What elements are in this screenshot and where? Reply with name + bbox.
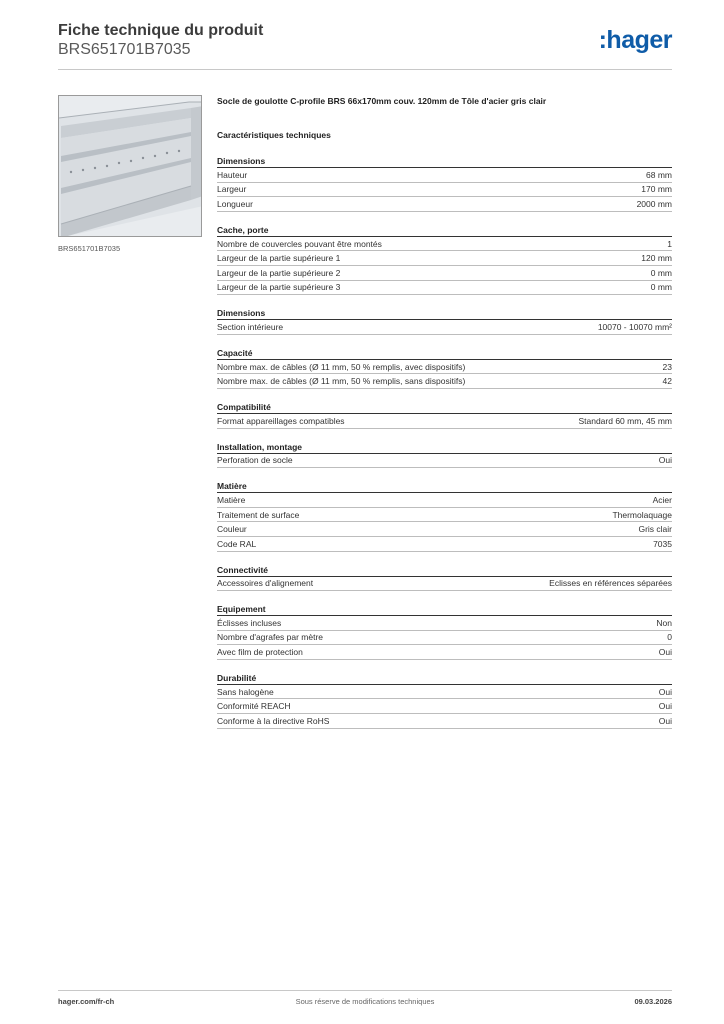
cable-trunking-illustration <box>59 96 202 237</box>
spec-label: Traitement de surface <box>217 509 300 520</box>
spec-label: Matière <box>217 494 246 505</box>
footer-website: hager.com/fr-ch <box>58 997 115 1006</box>
spec-label: Hauteur <box>217 169 248 180</box>
spec-label: Perforation de socle <box>217 455 293 466</box>
footer-date: 09.03.2026 <box>634 997 672 1006</box>
footer-divider <box>58 990 672 991</box>
spec-value: 1 <box>667 238 672 249</box>
spec-row <box>217 522 672 537</box>
product-image <box>58 95 202 237</box>
spec-row <box>217 699 672 714</box>
spec-label: Nombre de couvercles pouvant être montés <box>217 238 382 249</box>
hager-logo: :hager <box>598 26 672 54</box>
spec-group <box>217 563 672 592</box>
product-image-caption: BRS651701B7035 <box>58 244 121 253</box>
spec-row <box>217 197 672 212</box>
product-name: Socle de goulotte C-profile BRS 66x170mm couv. 120mm de Tôle d'acier gris clair <box>217 96 547 106</box>
spec-value: 10070 - 10070 mm² <box>597 321 672 332</box>
spec-value: Standard 60 mm, 45 mm <box>578 415 672 426</box>
spec-row <box>217 616 672 631</box>
spec-value: Oui <box>658 647 672 658</box>
spec-label: Largeur de la partie supérieure 2 <box>217 267 341 278</box>
spec-value: 0 mm <box>650 267 672 278</box>
spec-value: 120 mm <box>641 253 672 264</box>
spec-row <box>217 320 672 335</box>
spec-label: Sans halogène <box>217 686 274 697</box>
spec-group-title: Matière <box>217 479 672 493</box>
spec-value: 2000 mm <box>636 198 672 209</box>
spec-value: 170 mm <box>641 184 672 195</box>
spec-group <box>217 479 672 551</box>
spec-value: Eclisses en références séparées <box>549 578 672 589</box>
spec-row <box>217 685 672 700</box>
spec-label: Couleur <box>217 524 247 535</box>
spec-label: Nombre max. de câbles (Ø 11 mm, 50 % remplis, avec dispositifs) <box>217 361 466 372</box>
spec-group-title: Dimensions <box>217 154 672 168</box>
spec-label: Format appareillages compatibles <box>217 415 345 426</box>
spec-label: Largeur de la partie supérieure 3 <box>217 282 341 293</box>
spec-label: Code RAL <box>217 538 257 549</box>
spec-label: Avec film de protection <box>217 647 303 658</box>
spec-value: Oui <box>658 455 672 466</box>
spec-label: Nombre max. de câbles (Ø 11 mm, 50 % remplis, sans dispositifs) <box>217 376 466 387</box>
spec-row <box>217 168 672 183</box>
spec-value: Oui <box>658 715 672 726</box>
spec-row <box>217 183 672 198</box>
spec-group-title: Dimensions <box>217 306 672 320</box>
spec-row <box>217 645 672 660</box>
spec-value: Oui <box>658 701 672 712</box>
spec-label: Largeur de la partie supérieure 1 <box>217 253 341 264</box>
spec-value: Acier <box>652 494 672 505</box>
spec-group-title: Installation, montage <box>217 440 672 454</box>
spec-group-title: Connectivité <box>217 563 672 577</box>
footer-notice: Sous réserve de modifications techniques <box>295 997 435 1006</box>
spec-label: Éclisses incluses <box>217 617 282 628</box>
spec-group <box>217 306 672 335</box>
spec-group <box>217 154 672 212</box>
spec-value: 0 <box>667 632 672 643</box>
spec-label: Largeur <box>217 184 247 195</box>
spec-row <box>217 374 672 389</box>
spec-group-title: Compatibilité <box>217 400 672 414</box>
product-details <box>217 95 672 729</box>
spec-label: Section intérieure <box>217 321 284 332</box>
spec-value: Thermolaquage <box>612 509 672 520</box>
spec-row <box>217 266 672 281</box>
spec-group <box>217 671 672 729</box>
spec-row <box>217 537 672 552</box>
spec-value: 7035 <box>653 538 672 549</box>
spec-group-title: Equipement <box>217 602 672 616</box>
spec-value: Non <box>656 617 672 628</box>
spec-value: 42 <box>662 376 672 387</box>
document-title: Fiche technique du produit <box>58 22 264 39</box>
spec-label: Accessoires d'alignement <box>217 578 314 589</box>
spec-value: 68 mm <box>646 169 672 180</box>
spec-groups <box>217 154 672 729</box>
spec-row <box>217 508 672 523</box>
spec-group-title: Durabilité <box>217 671 672 685</box>
spec-row <box>217 360 672 375</box>
product-reference: BRS651701B7035 <box>58 41 191 58</box>
spec-row <box>217 493 672 508</box>
technical-characteristics-heading: Caractéristiques techniques <box>217 130 331 140</box>
spec-group <box>217 346 672 389</box>
spec-row <box>217 414 672 429</box>
spec-value: Gris clair <box>638 524 672 535</box>
spec-row <box>217 631 672 646</box>
header-divider <box>58 69 672 70</box>
spec-group-title: Cache, porte <box>217 223 672 237</box>
spec-group-title: Capacité <box>217 346 672 360</box>
spec-row <box>217 251 672 266</box>
spec-group <box>217 602 672 660</box>
spec-row <box>217 281 672 296</box>
spec-row <box>217 454 672 469</box>
spec-label: Conforme à la directive RoHS <box>217 715 330 726</box>
spec-row <box>217 237 672 252</box>
spec-row <box>217 577 672 592</box>
spec-value: 23 <box>662 361 672 372</box>
page-header <box>58 22 672 70</box>
spec-label: Longueur <box>217 198 253 209</box>
spec-value: Oui <box>658 686 672 697</box>
spec-value: 0 mm <box>650 282 672 293</box>
spec-group <box>217 400 672 429</box>
spec-label: Conformité REACH <box>217 701 291 712</box>
spec-group <box>217 223 672 295</box>
spec-label: Nombre d'agrafes par mètre <box>217 632 324 643</box>
spec-row <box>217 714 672 729</box>
spec-group <box>217 440 672 469</box>
